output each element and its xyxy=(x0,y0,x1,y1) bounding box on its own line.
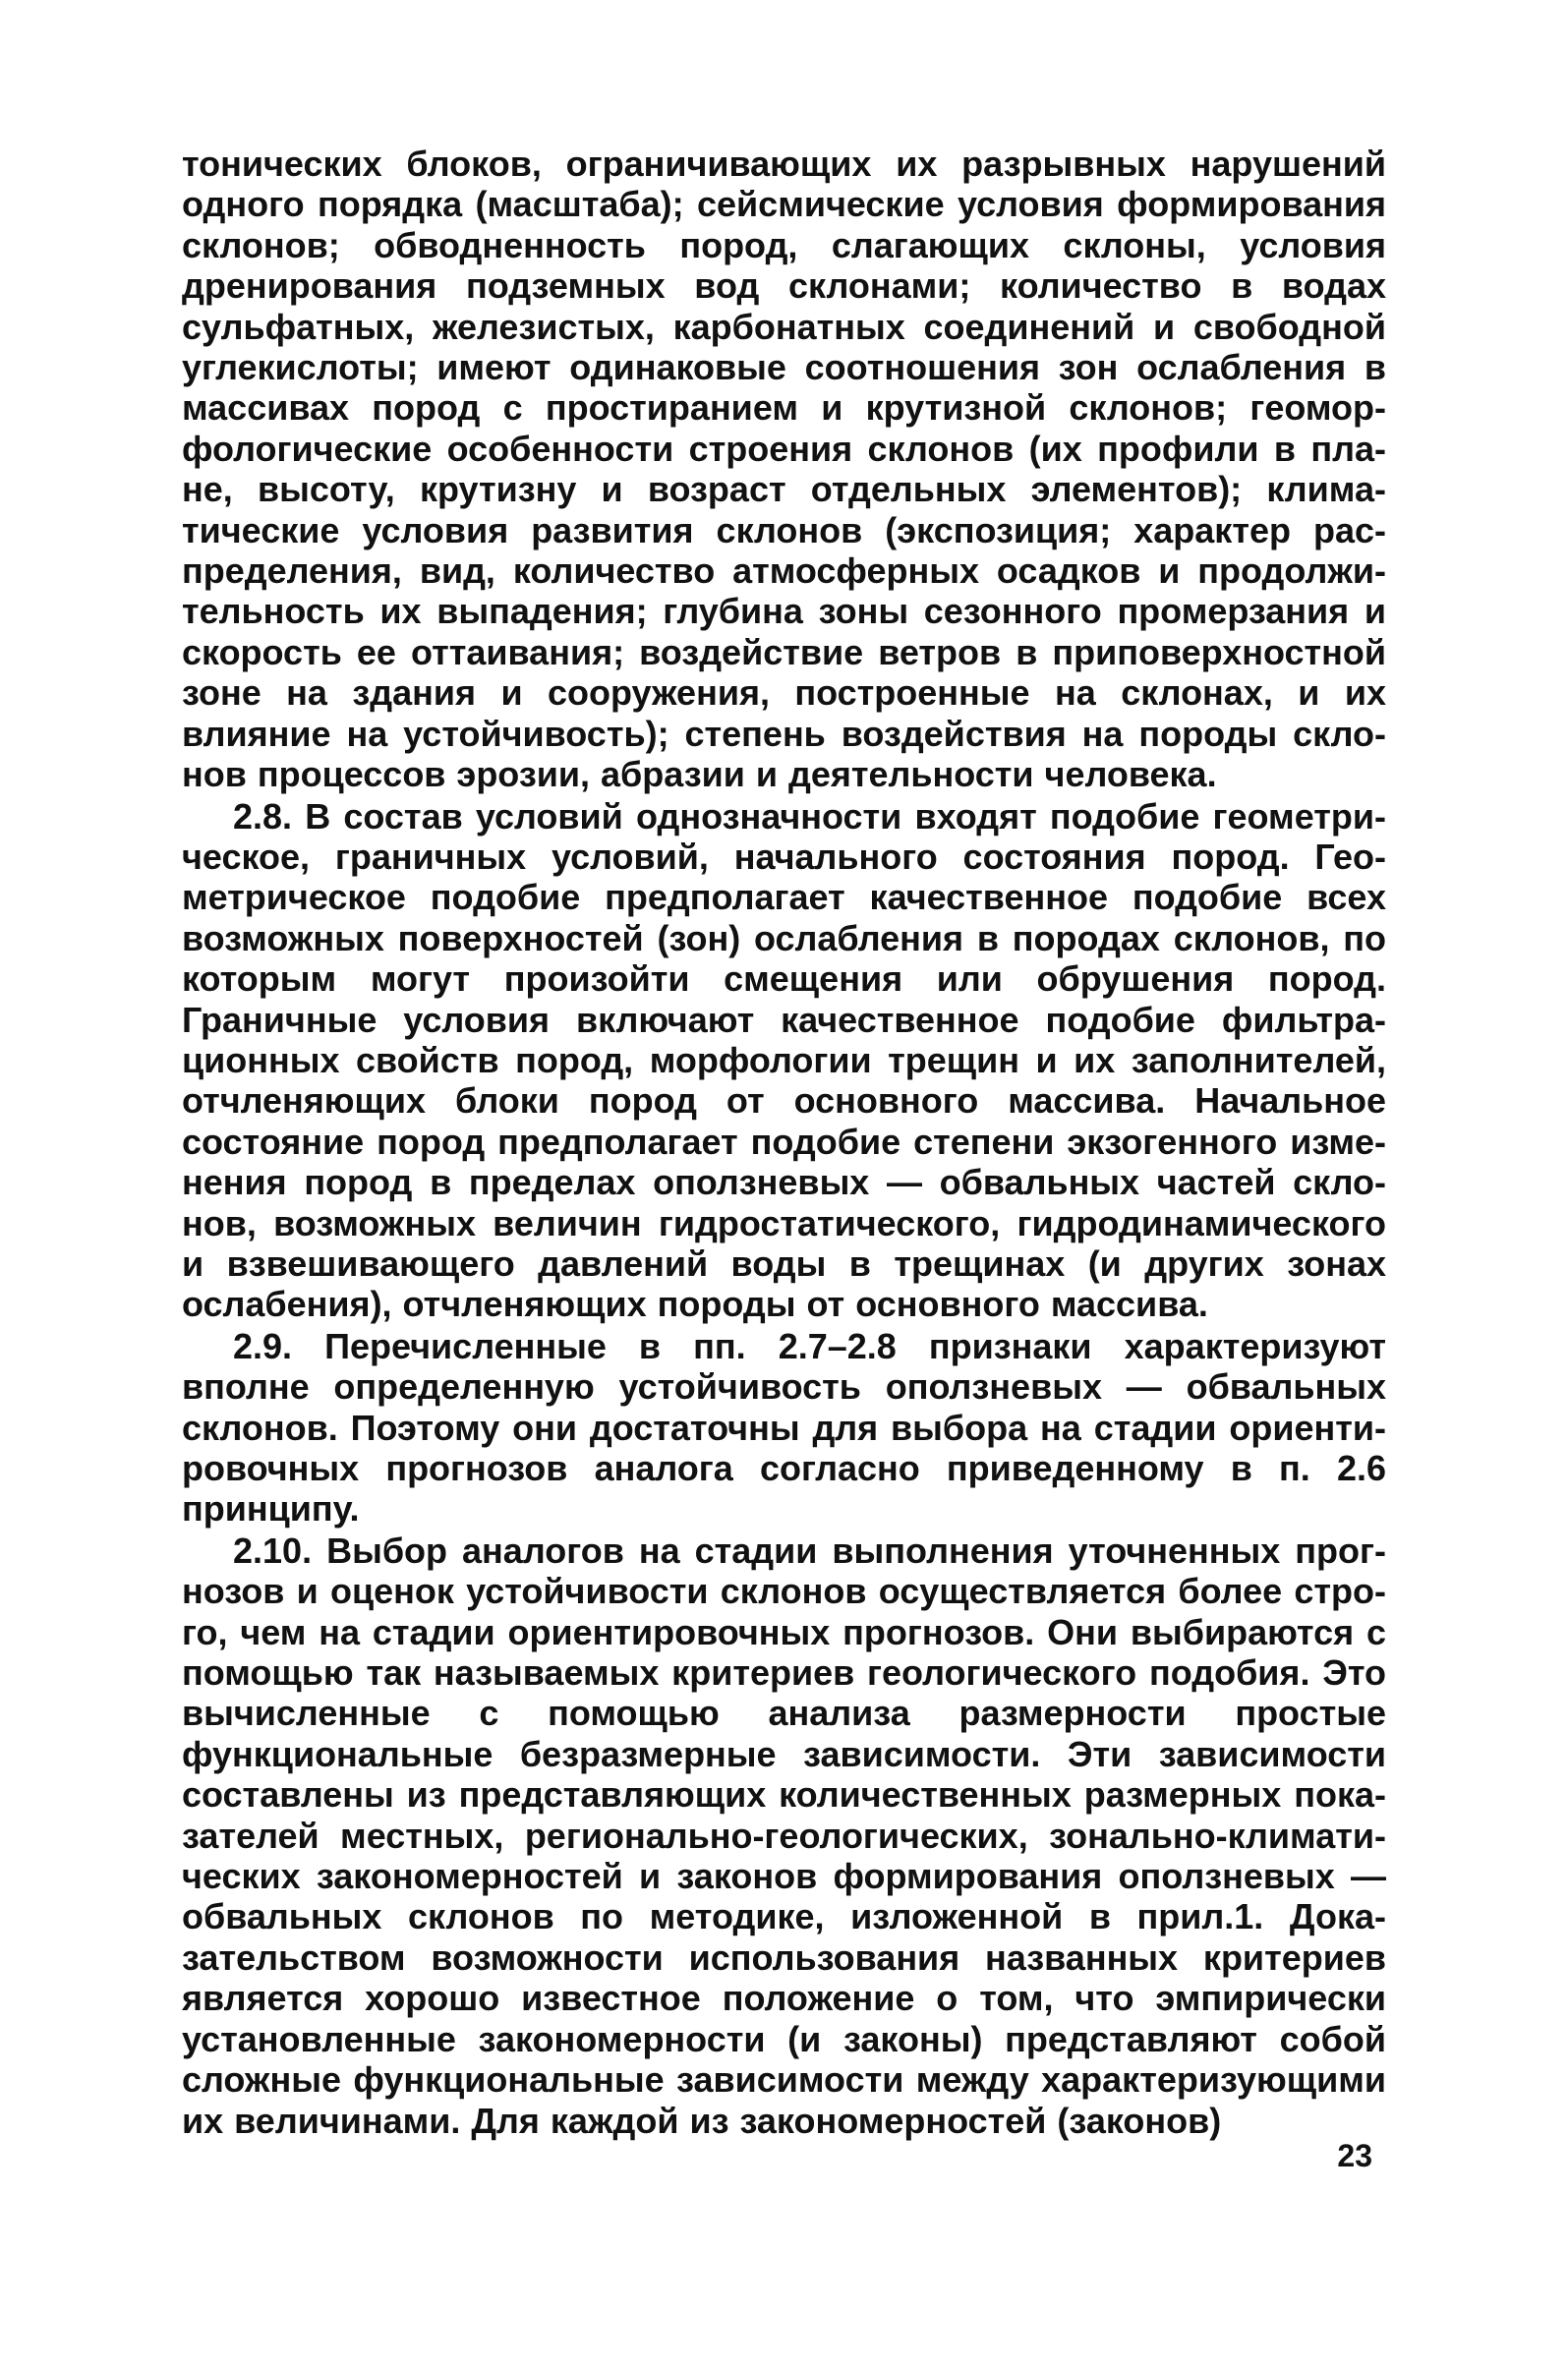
paragraph-text: Перечисленные в пп. 2.7–2.8 признаки характеризуют вполне определенную устойчивость оползневых — обвальных склонов. Поэтому они достаточны для выбора на стадии ориентировочных прогнозов аналога согласно приведенному в п. 2.6 принципу. xyxy=(182,1325,1386,1530)
paragraph-2-8 xyxy=(182,796,1386,1325)
paragraph-number: 2.9. xyxy=(233,1325,293,1366)
paragraph-2-9 xyxy=(182,1326,1386,1530)
paragraph-text: Выбор аналогов на стадии выполнения уточненных прогнозов и оценок устойчивости склонов осуществляется более строго, чем на стадии ориентировочных прогнозов. Они выбираются с помощью так называемых критериев геологического подобия. Это вычисленные с помощью анализа размерности простые функциональные безразмерные зависимости. Эти зависимости составлены из представляющих количественных размерных показателей местных, регионально-геологических, зонально-климатических закономерностей и законов формирования оползневых — обвальных склонов по методике, изложенной в прил.1. Доказательством возможности использования названных критериев является хорошо известное положение о том, что эмпирически установленные закономерности (и законы) представляют собой сложные функциональные зависимости между характеризующими их величинами. Для каждой из закономерностей (законов) xyxy=(182,1530,1386,2141)
paragraph-text: тонических блоков, ограничивающих их разрывных нарушений одного порядка (масштаба); сейсмические условия формирования склонов; обводненность пород, слагающих склоны, условия дренирования подземных вод склонами; количество в водах сульфатных, железистых, карбонатных соединений и свободной углекислоты; имеют одинаковые соотношения зон ослабления в массивах пород с простиранием и крутизной склонов; геоморфологические особенности строения склонов (их профили в плане, высоту, крутизну и возраст отдельных элементов); климатические условия развития склонов (экспозиция; характер распределения, вид, количество атмосферных осадков и продолжительность их выпадения; глубина зоны сезонного промерзания и скорость ее оттаивания; воздействие ветров в приповерхностной зоне на здания и сооружения, построенные на склонах, и их влияние на устойчивость); степень воздействия на породы склонов процессов эрозии, абразии и деятельности человека. xyxy=(182,144,1386,795)
paragraph-text: В состав условий однозначности входят подобие геометрическое, граничных условий, начального состояния пород. Геометрическое подобие предполагает качественное подобие всех возможных поверхностей (зон) ослабления в породах склонов, по которым могут произойти смещения или обрушения пород. Граничные условия включают качественное подобие фильтрационных свойств пород, морфологии трещин и их заполнителей, отчленяющих блоки пород от основного массива. Начальное состояние пород предполагает подобие степени экзогенного изменения пород в пределах оползневых — обвальных частей склонов, возможных величин гидростатического, гидродинамического и взвешивающего давлений воды в трещинах (и других зонах ослабения), отчленяющих породы от основного массива. xyxy=(182,795,1386,1325)
paragraph-continuation xyxy=(182,144,1386,795)
paragraph-2-10 xyxy=(182,1531,1386,2141)
paragraph-number: 2.8. xyxy=(233,795,293,837)
paragraph-number: 2.10. xyxy=(233,1530,313,1571)
page-number: 23 xyxy=(1337,2138,1372,2173)
page-body xyxy=(182,144,1386,2141)
